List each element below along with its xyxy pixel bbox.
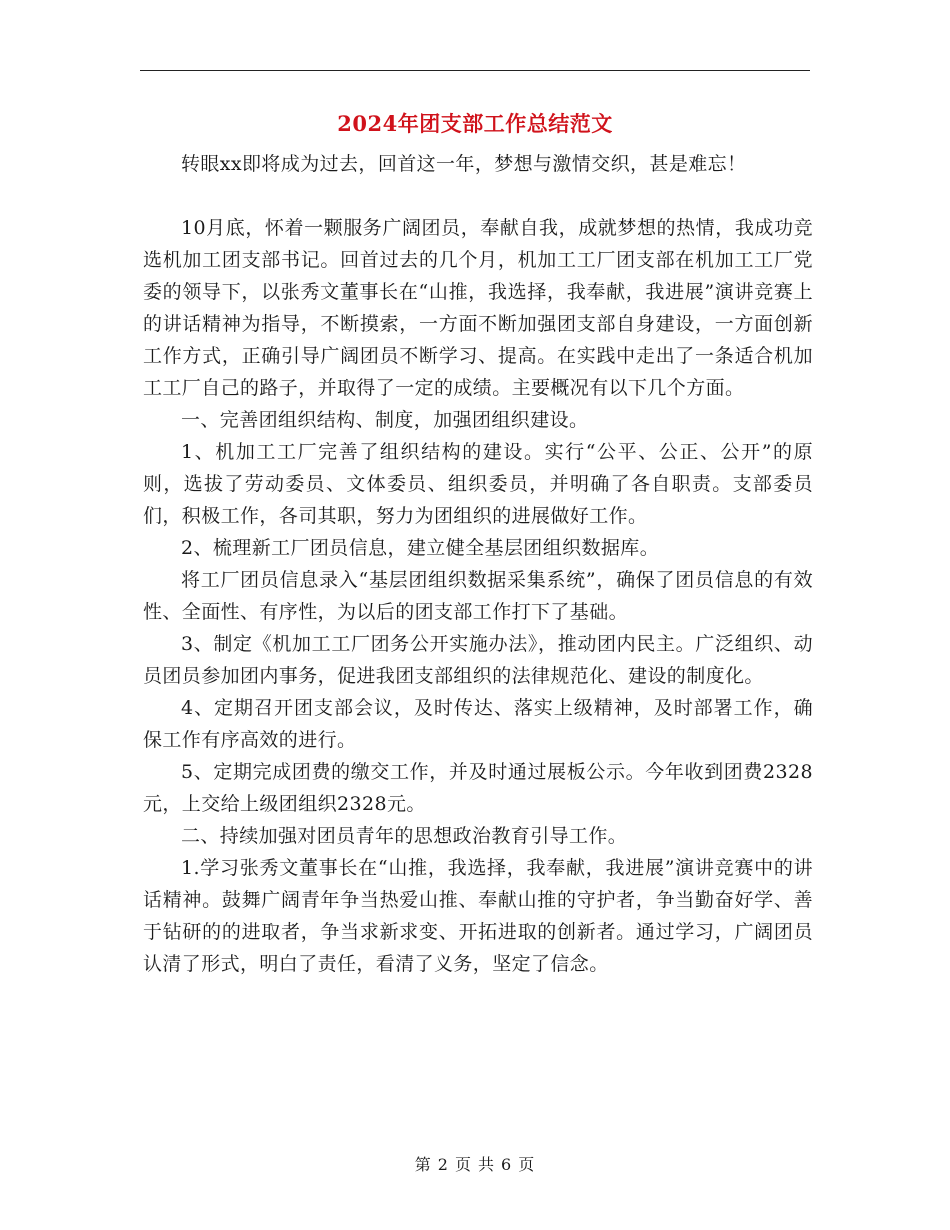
paragraph: 1.学习张秀文董事长在“山推，我选择，我奉献，我进展”演讲竞赛中的讲话精神。鼓舞广阔青年争当热爱山推、奉献山推的守护者，争当勤奋好学、善于钻研的的进取者，争当求新求变、开拓进取的创新者。通过学习，广阔团员认清了形式，明白了责任，看清了义务，坚定了信念。 [143,857,813,975]
paragraph: 3、制定《机加工工厂团务公开实施办法》，推动团内民主。广泛组织、动员团员参加团内事务，促进我团支部组织的法律规范化、建设的制度化。 [143,633,813,687]
paragraph: 1、机加工工厂完善了组织结构的建设。实行“公平、公正、公开”的原则，选拔了劳动委员、文体委员、组织委员，并明确了各自职责。支部委员们，积极工作，各司其职，努力为团组织的进展做好工作。 [143,441,813,527]
document-body [143,148,813,980]
footer-suffix: 页 [518,1155,536,1174]
page-footer [0,1152,950,1175]
footer-prefix: 第 [414,1155,432,1174]
paragraph: 2、梳理新工厂团员信息，建立健全基层团组织数据库。 [181,537,660,559]
footer-middle: 页 共 [454,1155,496,1174]
paragraph: 将工厂团员信息录入“基层团组织数据采集系统”，确保了团员信息的有效性、全面性、有序性，为以后的团支部工作打下了基础。 [143,569,813,623]
section-heading: 二、持续加强对团员青年的思想政治教育引导工作。 [181,825,628,847]
paragraph: 5、定期完成团费的缴交工作，并及时通过展板公示。今年收到团费2328元，上交给上级团组织2328元。 [143,761,813,815]
section-heading: 一、完善团组织结构、制度，加强团组织建设。 [181,409,589,431]
paragraph: 10月底，怀着一颗服务广阔团员，奉献自我，成就梦想的热情，我成功竞选机加工团支部书记。回首过去的几个月，机加工工厂团支部在机加工工厂党委的领导下，以张秀文董事长在“山推，我选择，我奉献，我进展”演讲竞赛上的讲话精神为指导，不断摸索，一方面不断加强团支部自身建设，一方面创新工作方式，正确引导广阔团员不断学习、提高。在实践中走出了一条适合机加工工厂自己的路子，并取得了一定的成绩。主要概况有以下几个方面。 [143,217,813,399]
header-rule [140,70,810,71]
footer-page-number: 2 [437,1155,449,1174]
footer-total-pages: 6 [501,1155,513,1174]
document-title: 2024年团支部工作总结范文 [337,111,613,136]
paragraph: 4、定期召开团支部会议，及时传达、落实上级精神，及时部署工作，确保工作有序高效的进行。 [143,697,813,751]
paragraph-intro: 转眼xx即将成为过去，回首这一年，梦想与激情交织，甚是难忘！ [181,153,747,175]
